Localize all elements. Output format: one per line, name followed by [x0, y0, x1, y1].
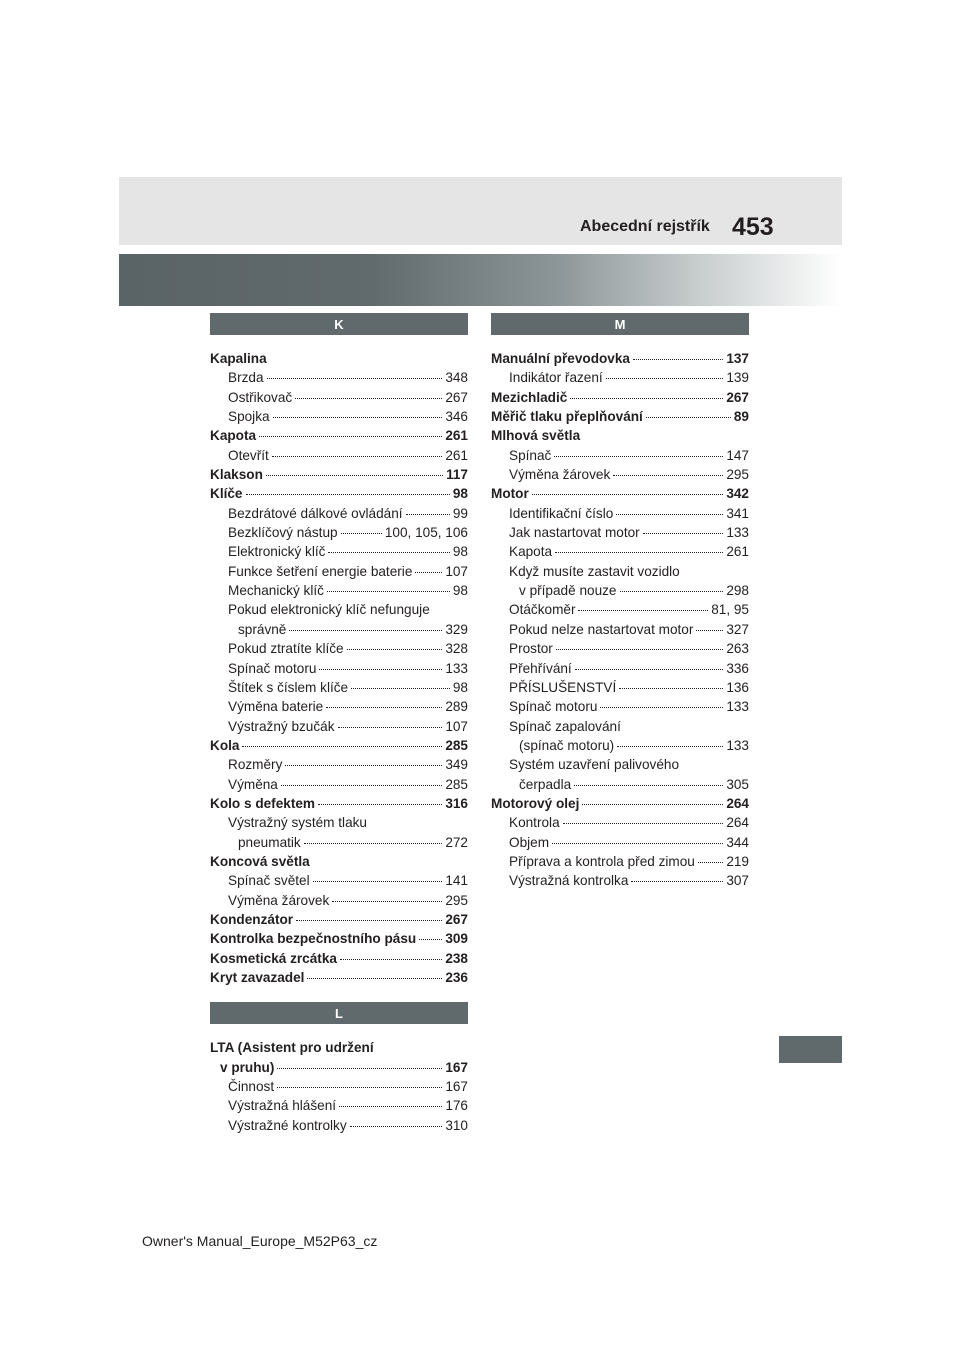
dot-leader [347, 649, 443, 650]
entry-page-ref: 261 [726, 544, 749, 560]
entry-page-ref: 329 [445, 621, 468, 637]
index-entry [210, 407, 468, 426]
entry-term: Kapota [210, 428, 257, 444]
entry-term: Spínač zapalování [509, 718, 621, 734]
dot-leader [326, 707, 442, 708]
entry-term: Spínač motoru [228, 660, 317, 676]
entry-term: Brzda [228, 370, 264, 386]
entry-term: Pokud ztratíte klíče [228, 641, 344, 657]
entry-term: Výstražný bzučák [228, 718, 335, 734]
entry-term: Přehřívání [509, 660, 572, 676]
entry-page-ref: 272 [445, 834, 468, 850]
entry-page-ref: 305 [726, 776, 749, 792]
dot-leader [339, 1106, 442, 1107]
entry-term: Klakson [210, 467, 263, 483]
dot-leader [304, 843, 443, 844]
dot-leader [285, 765, 442, 766]
index-column-right [491, 313, 749, 891]
entry-page-ref: 176 [445, 1098, 468, 1114]
index-entry [491, 542, 749, 561]
entry-term: Spínač motoru [509, 699, 598, 715]
entry-term: Otevřít [228, 447, 269, 463]
dot-leader [620, 591, 724, 592]
footer-text: Owner's Manual_Europe_M52P63_cz [142, 1233, 378, 1249]
dot-leader [613, 475, 723, 476]
dot-leader [415, 572, 442, 573]
entry-term: Výstražné kontrolky [228, 1117, 347, 1133]
dot-leader [246, 494, 450, 495]
dot-leader [277, 1087, 442, 1088]
entry-term: Rozměry [228, 757, 283, 773]
entry-term: Kondenzátor [210, 911, 294, 927]
entry-page-ref: 327 [726, 621, 749, 637]
index-entry [210, 562, 468, 581]
entry-term: Motorový olej [491, 795, 580, 811]
section-heading: L [210, 1002, 468, 1024]
dot-leader [617, 746, 723, 747]
dot-leader [319, 669, 442, 670]
entry-term: Kapalina [210, 351, 267, 366]
index-entries [210, 1038, 468, 1135]
entry-term: Spínač [509, 447, 552, 463]
index-entry [210, 581, 468, 600]
index-entry [491, 600, 749, 619]
entry-term: Výměna žárovek [228, 892, 330, 908]
entry-page-ref: 89 [733, 409, 749, 425]
entry-page-ref: 107 [445, 718, 468, 734]
entry-term: čerpadla [519, 776, 572, 792]
entry-term: Kontrolka bezpečnostního pásu [210, 931, 417, 947]
entry-page-ref: 316 [445, 795, 468, 811]
entry-term: Když musíte zastavit vozidlo [509, 563, 680, 579]
entry-page-ref: 219 [726, 853, 749, 869]
entry-term: Indikátor řazení [509, 370, 603, 386]
dot-leader [556, 649, 723, 650]
dot-leader [646, 417, 731, 418]
entry-term: Mezichladič [491, 389, 568, 405]
entry-page-ref: 167 [445, 1059, 468, 1075]
index-entry [491, 775, 749, 794]
index-entry [491, 717, 749, 736]
entry-page-ref: 310 [445, 1117, 468, 1133]
entry-term: Spojka [228, 409, 270, 425]
index-entry [491, 368, 749, 387]
entry-page-ref: 267 [445, 389, 468, 405]
index-entry [491, 736, 749, 755]
entry-term: Elektronický klíč [228, 544, 326, 560]
index-entry [210, 813, 468, 832]
dot-leader [318, 804, 442, 805]
entry-page-ref: 295 [726, 467, 749, 483]
index-entry [210, 833, 468, 852]
entry-page-ref: 289 [445, 699, 468, 715]
entry-term: Kosmetická zrcátka [210, 950, 337, 966]
index-entry [491, 833, 749, 852]
index-entry [491, 407, 749, 426]
dot-leader [281, 785, 442, 786]
index-entry [491, 523, 749, 542]
entry-page-ref: 342 [726, 486, 749, 502]
index-column-left [210, 313, 468, 1135]
dot-leader [619, 688, 723, 689]
index-entry [210, 620, 468, 639]
dot-leader [696, 630, 723, 631]
dot-leader [600, 707, 723, 708]
entry-term: Výstražná hlášení [228, 1098, 337, 1114]
index-entry [491, 871, 749, 890]
entry-term: Činnost [228, 1079, 275, 1095]
entry-page-ref: 295 [445, 892, 468, 908]
entry-page-ref: 98 [452, 486, 468, 502]
dot-leader [259, 436, 442, 437]
entry-term: Kryt zavazadel [210, 970, 305, 985]
entry-page-ref: 261 [445, 447, 468, 463]
entry-page-ref: 98 [452, 544, 468, 560]
index-entry [210, 639, 468, 658]
index-entry [210, 542, 468, 561]
index-entry [210, 852, 468, 871]
entry-page-ref: 309 [445, 931, 468, 947]
dot-leader [532, 494, 724, 495]
entry-page-ref: 346 [445, 409, 468, 425]
entry-page-ref: 137 [726, 351, 749, 366]
dot-leader [242, 746, 442, 747]
dot-leader [351, 688, 450, 689]
index-entry [210, 929, 468, 948]
dot-leader [338, 727, 443, 728]
dot-leader [340, 959, 442, 960]
entry-term: Mlhová světla [491, 428, 581, 444]
dot-leader [575, 669, 724, 670]
chapter-tab [779, 1036, 842, 1063]
entry-page-ref: 238 [445, 950, 468, 966]
entry-page-ref: 349 [445, 757, 468, 773]
entry-page-ref: 236 [445, 970, 468, 985]
index-entry [210, 1096, 468, 1115]
dot-leader [419, 939, 442, 940]
entry-page-ref: 341 [726, 505, 749, 521]
entry-page-ref: 167 [445, 1079, 468, 1095]
index-entry [210, 968, 468, 987]
index-entry [210, 484, 468, 503]
entry-page-ref: 348 [445, 370, 468, 386]
entry-page-ref: 99 [452, 505, 468, 521]
index-entries [491, 349, 749, 891]
index-entry [491, 504, 749, 523]
entry-page-ref: 133 [726, 525, 749, 541]
entry-term: Výměna baterie [228, 699, 324, 715]
entry-page-ref: 147 [726, 447, 749, 463]
entry-term: Štítek s číslem klíče [228, 679, 349, 695]
entry-page-ref: 133 [726, 699, 749, 715]
index-entry [210, 1038, 468, 1057]
index-entry [210, 465, 468, 484]
index-entry [210, 1116, 468, 1135]
index-entry [210, 717, 468, 736]
section-heading: K [210, 313, 468, 335]
entry-term: Spínač světel [228, 873, 310, 889]
index-entry [210, 891, 468, 910]
entry-page-ref: 133 [726, 737, 749, 753]
section-heading: M [491, 313, 749, 335]
index-entry [491, 581, 749, 600]
dot-leader [307, 978, 442, 979]
index-entry [210, 523, 468, 542]
entry-page-ref: 139 [726, 370, 749, 386]
entry-term: Výměna [228, 776, 278, 792]
entry-page-ref: 267 [726, 389, 749, 405]
index-entry [491, 813, 749, 832]
page-number: 453 [732, 213, 774, 241]
index-entry [491, 794, 749, 813]
dot-leader [552, 843, 723, 844]
entry-page-ref: 267 [445, 911, 468, 927]
index-entry [210, 736, 468, 755]
index-entry [210, 949, 468, 968]
dot-leader [350, 1126, 443, 1127]
entry-page-ref: 263 [726, 641, 749, 657]
entry-term: Kola [210, 737, 240, 753]
entry-page-ref: 307 [726, 873, 749, 889]
index-entry [210, 775, 468, 794]
entry-term: v případě nouze [519, 583, 617, 599]
dot-leader [341, 533, 382, 534]
entry-term: Měřič tlaku přeplňování [491, 409, 643, 425]
index-entry [491, 697, 749, 716]
index-entry [491, 446, 749, 465]
entry-term: Ostřikovač [228, 389, 293, 405]
index-entry [491, 659, 749, 678]
entry-term: Výstražný systém tlaku [228, 815, 367, 831]
dot-leader [277, 1068, 442, 1069]
entry-page-ref: 285 [445, 776, 468, 792]
dot-leader [582, 804, 723, 805]
dot-leader [616, 514, 723, 515]
entry-term: Identifikační číslo [509, 505, 614, 521]
dot-leader [574, 785, 723, 786]
entry-term: Pokud nelze nastartovat motor [509, 621, 694, 637]
dot-leader [332, 901, 442, 902]
index-entry [491, 620, 749, 639]
dot-leader [272, 456, 443, 457]
decorative-band [119, 254, 842, 306]
entry-page-ref: 141 [445, 873, 468, 889]
dot-leader [289, 630, 442, 631]
dot-leader [606, 378, 724, 379]
index-entry [491, 465, 749, 484]
entry-page-ref: 264 [726, 815, 749, 831]
index-entry [210, 678, 468, 697]
entry-page-ref: 264 [726, 795, 749, 811]
dot-leader [555, 552, 723, 553]
dot-leader [570, 398, 723, 399]
entry-term: Jak nastartovat motor [509, 525, 640, 541]
entry-term: (spínač motoru) [519, 737, 615, 753]
dot-leader [296, 920, 442, 921]
entry-term: pneumatik [238, 834, 301, 850]
dot-leader [698, 862, 723, 863]
dot-leader [327, 591, 450, 592]
index-entry [491, 388, 749, 407]
entry-term: Otáčkoměr [509, 602, 576, 618]
dot-leader [578, 610, 708, 611]
entry-term: Kapota [509, 544, 553, 560]
entry-term: Funkce šetření energie baterie [228, 563, 413, 579]
entry-term: Příprava a kontrola před zimou [509, 853, 695, 869]
index-entry [210, 871, 468, 890]
dot-leader [328, 552, 449, 553]
entry-term: Systém uzavření palivového [509, 757, 680, 773]
entry-term: správně [238, 621, 287, 637]
index-entry [210, 446, 468, 465]
index-entry [491, 755, 749, 774]
entry-term: Mechanický klíč [228, 583, 324, 599]
entry-term: Manuální převodovka [491, 351, 630, 366]
entry-term: Koncová světla [210, 853, 310, 869]
entry-page-ref: 107 [445, 563, 468, 579]
entry-page-ref: 298 [726, 583, 749, 599]
section-title: Abecední rejstřík [580, 218, 710, 235]
entry-page-ref: 344 [726, 834, 749, 850]
index-entry [491, 349, 749, 368]
index-entry [491, 639, 749, 658]
index-entry [210, 600, 468, 619]
entry-term: Bezdrátové dálkové ovládání [228, 505, 403, 521]
entry-term: Objem [509, 834, 550, 850]
dot-leader [631, 881, 723, 882]
index-entries [210, 349, 468, 987]
entry-page-ref: 98 [452, 583, 468, 599]
index-entry [491, 852, 749, 871]
dot-leader [295, 398, 442, 399]
dot-leader [273, 417, 443, 418]
index-entry [491, 484, 749, 503]
index-entry [491, 426, 749, 445]
index-entry [210, 426, 468, 445]
entry-page-ref: 136 [726, 679, 749, 695]
index-entry [491, 678, 749, 697]
entry-term: Kolo s defektem [210, 795, 315, 811]
entry-term: v pruhu) [220, 1059, 275, 1075]
entry-page-ref: 336 [726, 660, 749, 676]
index-entry [210, 1077, 468, 1096]
dot-leader [643, 533, 724, 534]
entry-term: Výstražná kontrolka [509, 873, 629, 889]
entry-term: Kontrola [509, 815, 560, 831]
entry-term: Motor [491, 486, 529, 502]
entry-term: Pokud elektronický klíč nefunguje [228, 602, 430, 618]
entry-page-ref: 117 [446, 467, 468, 483]
entry-page-ref: 100, 105, 106 [384, 525, 468, 541]
entry-page-ref: 98 [452, 679, 468, 695]
index-entry [210, 659, 468, 678]
index-entry [210, 794, 468, 813]
entry-term: Bezklíčový nástup [228, 525, 338, 541]
dot-leader [554, 456, 723, 457]
entry-term: Klíče [210, 486, 243, 502]
dot-leader [563, 823, 724, 824]
dot-leader [406, 514, 450, 515]
dot-leader [633, 359, 723, 360]
entry-page-ref: 285 [445, 737, 468, 753]
entry-page-ref: 133 [445, 660, 468, 676]
index-entry [210, 349, 468, 368]
entry-term: Prostor [509, 641, 553, 657]
entry-term: Výměna žárovek [509, 467, 611, 483]
entry-page-ref: 261 [445, 428, 468, 444]
index-entry [210, 910, 468, 929]
index-entry [210, 1058, 468, 1077]
dot-leader [313, 881, 443, 882]
index-entry [210, 368, 468, 387]
index-entry [210, 755, 468, 774]
entry-page-ref: 328 [445, 641, 468, 657]
index-entry [210, 697, 468, 716]
index-entry [491, 562, 749, 581]
entry-page-ref: 81, 95 [711, 602, 749, 618]
entry-term: PŘÍSLUŠENSTVÍ [509, 679, 617, 695]
index-entry [210, 388, 468, 407]
entry-term: LTA (Asistent pro udržení [210, 1040, 374, 1056]
dot-leader [267, 378, 443, 379]
index-entry [210, 504, 468, 523]
dot-leader [266, 475, 443, 476]
